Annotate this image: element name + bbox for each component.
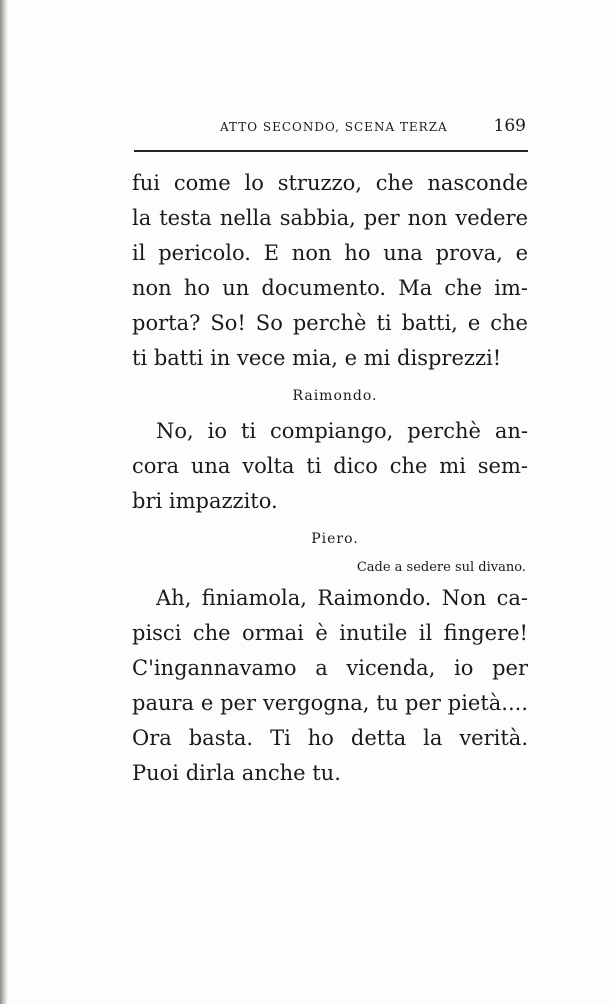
text-line: fui come lo struzzo, che nasconde <box>132 171 528 195</box>
text-line: No, io ti compiango, perchè an- <box>156 419 528 443</box>
text-line: Ora basta. Ti ho detta la verità. <box>132 726 528 750</box>
text-line: C'ingannavamo a vicenda, io per <box>132 656 528 680</box>
text-line: Puoi dirla anche tu. <box>132 761 341 785</box>
paragraph-3 <box>132 581 528 791</box>
page-header <box>134 118 528 140</box>
stage-direction: Cade a sedere sul divano. <box>356 560 526 575</box>
text-line: porta? So! So perchè ti batti, e che <box>132 311 528 335</box>
paragraph-1 <box>132 166 528 376</box>
running-head: ATTO SECONDO, SCENA TERZA <box>220 120 448 134</box>
speaker-name: Piero. <box>311 531 359 547</box>
page-gutter-shadow <box>0 0 8 1004</box>
text-line: pisci che ormai è inutile il fingere! <box>132 621 528 645</box>
speaker-name: Raimondo. <box>292 388 378 404</box>
text-line: Ah, finiamola, Raimondo. Non ca- <box>156 586 528 610</box>
text-line: non ho un documento. Ma che im- <box>132 276 528 300</box>
paragraph-2 <box>132 414 528 519</box>
text-line: il pericolo. E non ho una prova, e <box>132 241 528 265</box>
page-number: 169 <box>493 116 526 136</box>
text-line: paura e per vergogna, tu per pietà.... <box>132 691 528 715</box>
text-line: cora una volta ti dico che mi sem- <box>132 454 528 478</box>
body-text <box>132 166 528 791</box>
text-line: bri impazzito. <box>132 489 278 513</box>
header-rule <box>134 150 528 152</box>
text-line: la testa nella sabbia, per non vedere <box>132 206 528 230</box>
text-line: ti batti in vece mia, e mi disprezzi! <box>132 346 502 370</box>
